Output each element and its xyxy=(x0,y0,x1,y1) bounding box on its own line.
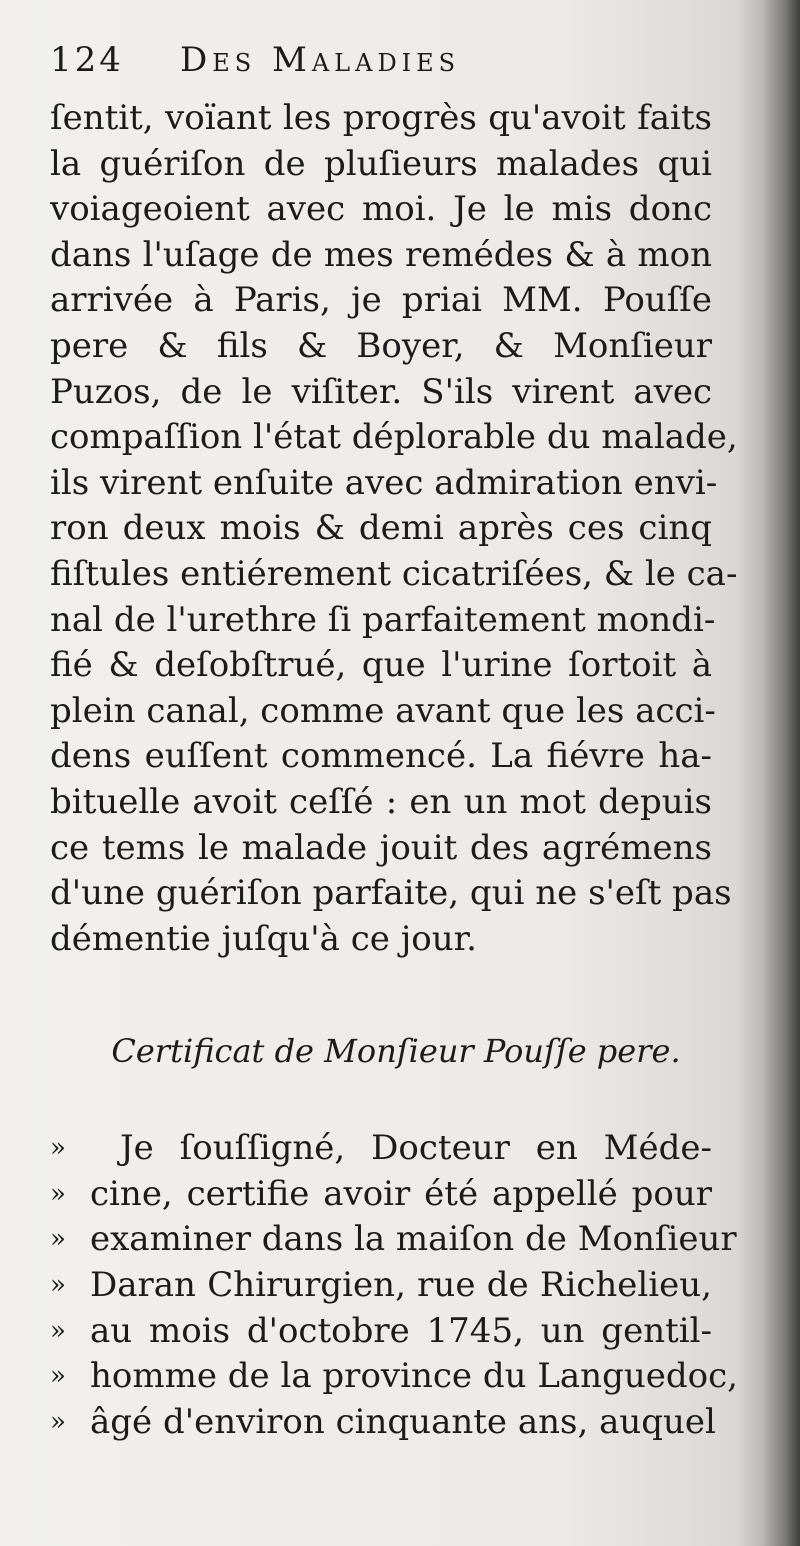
text-line: compaſſion l'état déplorable du malade, xyxy=(50,417,738,458)
text-line: fiſtules entiérement cicatriſées, & le ca- xyxy=(50,553,738,594)
quote-line xyxy=(50,1126,712,1172)
certificate-quote xyxy=(50,1126,738,1445)
text-line: ſentit, voïant les progrès qu'avoit faits xyxy=(50,98,712,138)
quote-line xyxy=(50,1263,712,1309)
page-content xyxy=(50,40,738,1445)
quote-text: âgé d'environ cinquante ans, auquel xyxy=(90,1401,716,1442)
quote-text: Je ſouſſigné, Docteur en Méde- xyxy=(120,1128,712,1169)
quote-text: homme de la province du Languedoc, xyxy=(90,1356,738,1397)
quote-mark: » xyxy=(50,1178,66,1209)
text-line: démentie juſqu'à ce jour. xyxy=(50,918,477,959)
quote-text: Daran Chirurgien, rue de Richelieu, xyxy=(90,1265,712,1306)
text-line: nal de l'urethre ſi parfaitement mondi- xyxy=(50,599,716,640)
section-heading: Certificat de Monſieur Pouſſe pere. xyxy=(111,1032,681,1071)
body-text xyxy=(50,96,738,962)
text-line: dens euſſent commencé. La fiévre ha- xyxy=(50,736,712,777)
text-line: pere & fils & Boyer, & Monſieur xyxy=(50,325,712,366)
text-line: voiageoient avec moi. Je le mis donc xyxy=(50,189,712,230)
quote-mark: » xyxy=(50,1315,66,1346)
quote-line xyxy=(50,1309,712,1355)
quote-mark: » xyxy=(50,1224,66,1255)
quote-mark: » xyxy=(50,1361,66,1392)
quote-mark: » xyxy=(50,1406,66,1437)
text-line: fié & deſobſtrué, que l'urine ſortoit à xyxy=(50,645,712,686)
text-line: plein canal, comme avant que les acci- xyxy=(50,690,716,731)
text-line: ce tems le malade jouit des agrémens xyxy=(50,827,712,868)
quote-text: cine, certifie avoir été appellé pour xyxy=(90,1173,712,1214)
text-line: Puzos, de le viſiter. S'ils virent avec xyxy=(50,371,712,412)
page-number: 124 xyxy=(50,40,124,80)
running-head: Des Maladies xyxy=(180,40,461,80)
quote-text: au mois d'octobre 1745, un gentil- xyxy=(90,1310,712,1351)
quote-line xyxy=(50,1217,737,1263)
page-edge-shadow xyxy=(762,0,800,1546)
quote-line xyxy=(50,1172,712,1218)
text-line: bituelle avoit ceſſé : en un mot depuis xyxy=(50,781,712,822)
quote-line xyxy=(50,1354,738,1400)
text-line: ron deux mois & demi après ces cinq xyxy=(50,508,712,549)
text-line: arrivée à Paris, je priai MM. Pouſſe xyxy=(50,280,712,321)
quote-mark: » xyxy=(50,1133,66,1164)
quote-text: examiner dans la maiſon de Monſieur xyxy=(90,1219,737,1260)
quote-line xyxy=(50,1400,716,1446)
text-line: la guériſon de pluſieurs malades qui xyxy=(50,143,712,184)
page-header xyxy=(50,40,712,96)
quote-mark: » xyxy=(50,1270,66,1301)
text-line: dans l'uſage de mes remédes & à mon xyxy=(50,234,712,275)
text-line: ils virent enſuite avec admiration envi- xyxy=(50,462,718,503)
text-line: d'une guériſon parfaite, qui ne s'eſt pas xyxy=(50,873,732,914)
